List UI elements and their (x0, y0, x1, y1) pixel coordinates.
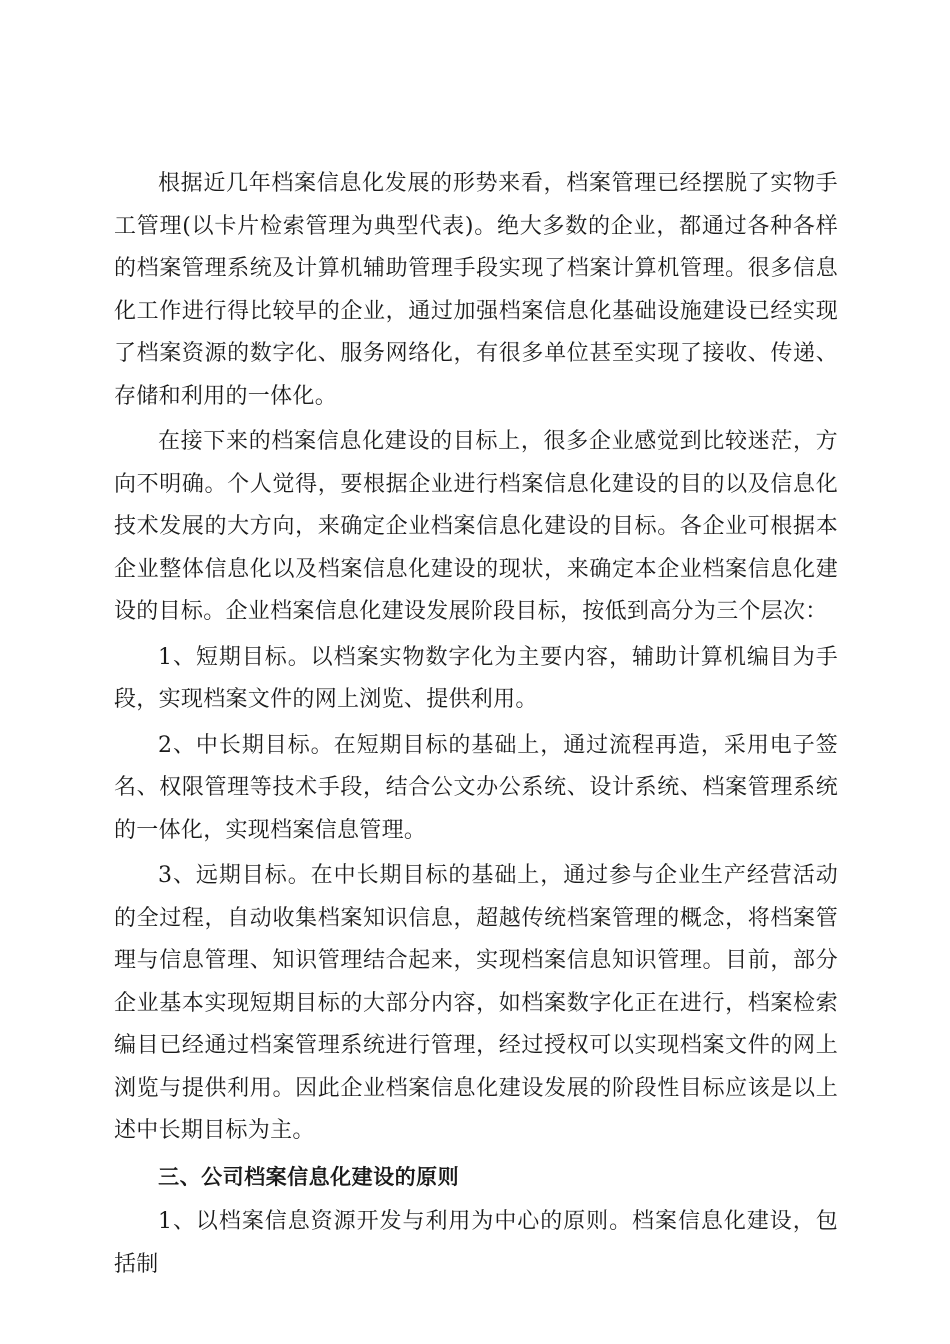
paragraph-informatization-status: 根据近几年档案信息化发展的形势来看，档案管理已经摆脱了实物手工管理(以卡片检索管理为典型代表)。绝大多数的企业，都通过各种各样的档案管理系统及计算机辅助管理手段实现了档案计算机管理。很多信息化工作进行得比较早的企业，通过加强档案信息化基础设施建设已经实现了档案资源的数字化、服务网络化，有很多单位甚至实现了接收、传递、存储和利用的一体化。 (114, 171, 838, 409)
paragraph-principle-1: 1、以档案信息资源开发与利用为中心的原则。档案信息化建设，包括制 (114, 1209, 838, 1277)
paragraph-long-term-goal: 3、远期目标。在中长期目标的基础上，通过参与企业生产经营活动的全过程，自动收集档案知识信息，超越传统档案管理的概念，将档案管理与信息管理、知识管理结合起来，实现档案信息知识管理。目前，部分企业基本实现短期目标的大部分内容，如档案数字化正在进行，档案检索编目已经通过档案管理系统进行管理，经过授权可以实现档案文件的网上浏览与提供利用。因此企业档案信息化建设发展的阶段性目标应该是以上述中长期目标为主。 (114, 863, 838, 1143)
paragraph-short-term-goal: 1、短期目标。以档案实物数字化为主要内容，辅助计算机编目为手段，实现档案文件的网上浏览、提供利用。 (114, 644, 838, 712)
paragraph-mid-long-term-goal: 2、中长期目标。在短期目标的基础上，通过流程再造，采用电子签名、权限管理等技术手段，结合公文办公系统、设计系统、档案管理系统的一体化，实现档案信息管理。 (114, 732, 838, 843)
paragraph-construction-goals: 在接下来的档案信息化建设的目标上，很多企业感觉到比较迷茫，方向不明确。个人觉得，要根据企业进行档案信息化建设的目的以及信息化技术发展的大方向，来确定企业档案信息化建设的目标。各企业可根据本企业整体信息化以及档案信息化建设的现状，来确定本企业档案信息化建设的目标。企业档案信息化建设发展阶段目标，按低到高分为三个层次： (114, 429, 838, 624)
section-heading-principles: 三、公司档案信息化建设的原则 (158, 1164, 460, 1189)
document-page (114, 163, 838, 1344)
